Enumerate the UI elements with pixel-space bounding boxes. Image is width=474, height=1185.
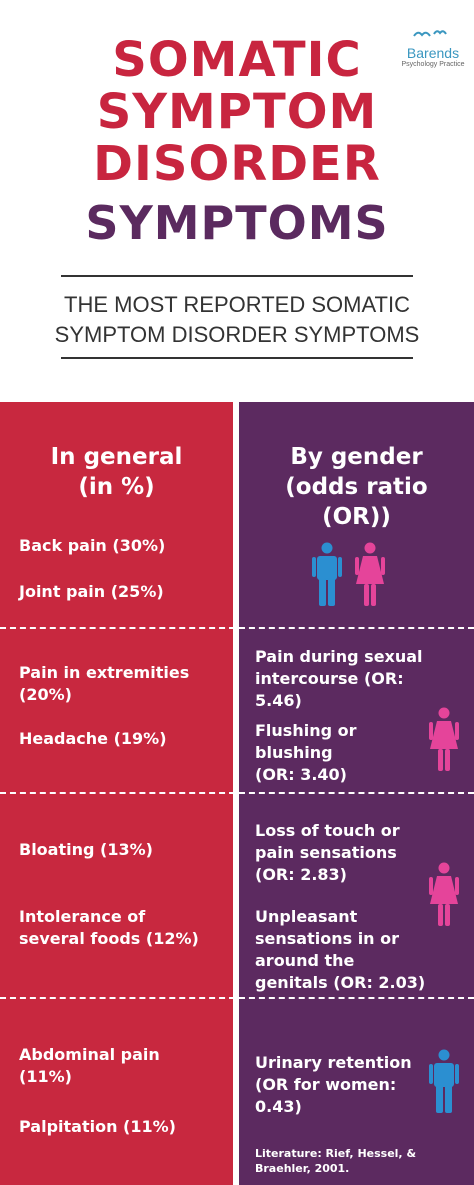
- gender-item-touch-loss: Loss of touch or pain sensations (OR: 2.83): [255, 821, 400, 884]
- title-line-1: SOMATIC: [112, 32, 362, 88]
- gender-item-urinary-retention: Urinary retention (OR for women: 0.43): [255, 1053, 412, 1116]
- general-item-bloating: Bloating (13%): [19, 840, 153, 859]
- female-icon: [429, 707, 459, 771]
- gender-item-unpleasant-sensations: Unpleasant sensations in or around the genitals (OR: 2.03): [255, 907, 426, 992]
- logo: [398, 26, 468, 68]
- logo-name: Barends: [406, 45, 460, 61]
- gender-item-sexual-pain: Pain during sexual intercourse (OR: 5.46): [255, 647, 423, 710]
- general-item-joint-pain: Joint pain (25%): [19, 582, 164, 601]
- tagline-line-1: THE MOST REPORTED SOMATIC: [64, 292, 410, 317]
- top-rule: [61, 275, 413, 277]
- general-item-headache: Headache (19%): [19, 729, 167, 748]
- tagline-line-2: SYMPTOM DISORDER SYMPTOMS: [54, 322, 420, 347]
- title-line-2: SYMPTOM: [96, 84, 378, 140]
- general-item-back-pain: Back pain (30%): [19, 536, 166, 555]
- bottom-rule: [61, 357, 413, 359]
- logo-tagline: Psychology Practice: [401, 61, 465, 68]
- male-icon: [312, 542, 342, 606]
- gender-item-flushing: Flushing or blushing (OR: 3.40): [255, 721, 357, 784]
- general-item-palpitation: Palpitation (11%): [19, 1117, 176, 1136]
- general-item-food-intolerance: Intolerance of several foods (12%): [19, 907, 199, 948]
- gender-heading: By gender (odds ratio (OR)): [285, 444, 428, 530]
- female-icon: [429, 862, 459, 926]
- general-heading: In general (in %): [50, 444, 183, 500]
- literature-note: Literature: Rief, Hessel, & Braehler, 2001.: [255, 1147, 417, 1175]
- birds-icon: [408, 26, 458, 40]
- section-divider-1: [0, 627, 474, 629]
- title-line-3: DISORDER: [93, 136, 381, 192]
- general-item-pain-extremities: Pain in extremities (20%): [19, 663, 190, 704]
- female-icon: [355, 542, 385, 606]
- section-divider-2: [0, 792, 474, 794]
- male-icon: [429, 1049, 459, 1113]
- subtitle-symptoms: SYMPTOMS: [85, 196, 389, 250]
- general-item-abdominal-pain: Abdominal pain (11%): [19, 1045, 160, 1086]
- section-divider-3: [0, 997, 474, 999]
